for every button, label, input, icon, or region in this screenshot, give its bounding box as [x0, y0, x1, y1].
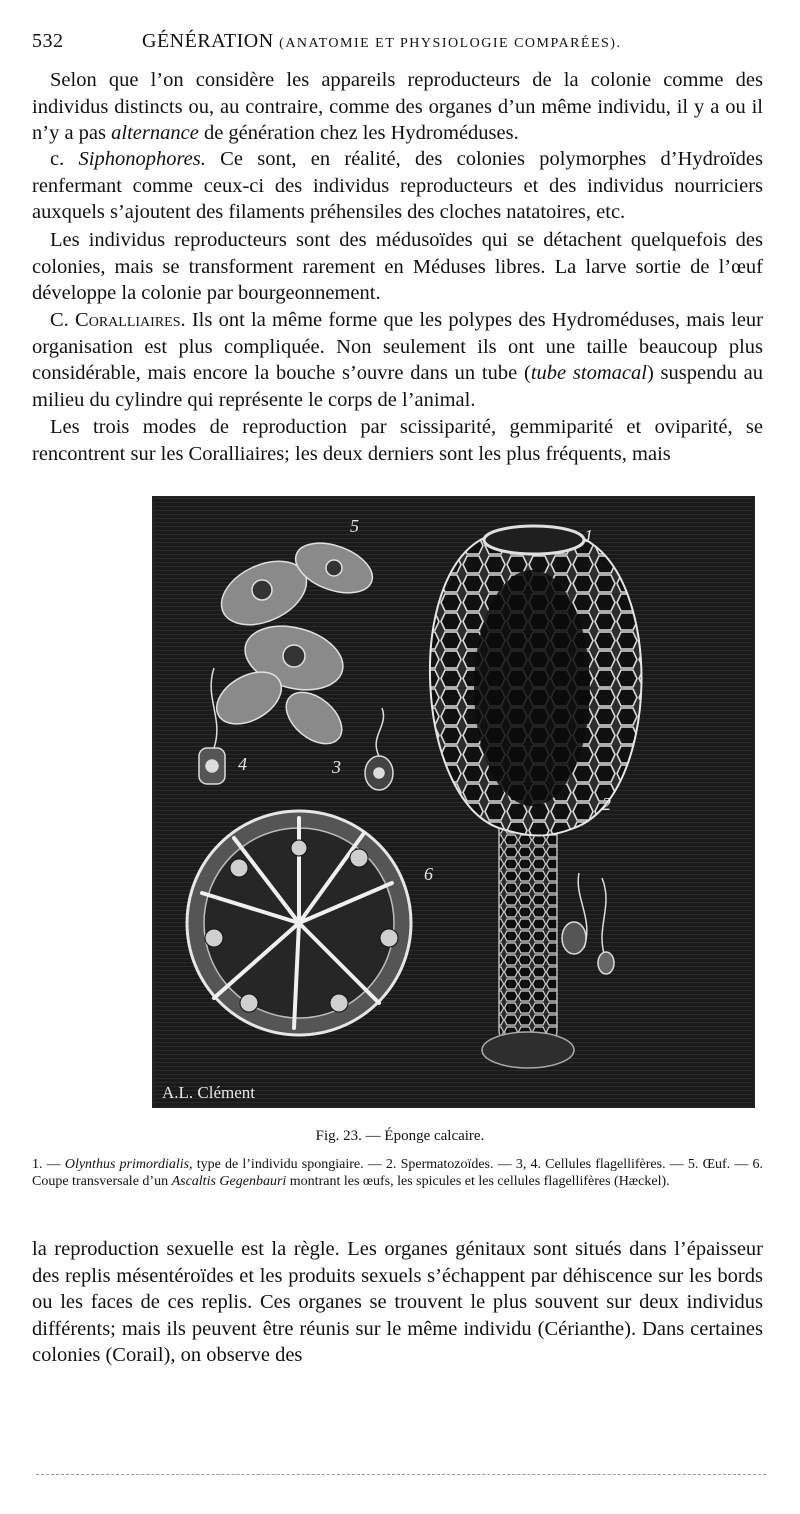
- paragraph-alternance: [32, 67, 763, 147]
- section-label: c.: [50, 148, 65, 170]
- species-name: Olynthus primordialis,: [64, 1157, 193, 1172]
- paragraph-coralliaires: [32, 307, 763, 413]
- paragraph-tail: de génération chez les Hydroméduses.: [203, 122, 519, 145]
- running-title-main: GÉNÉRATION: [142, 30, 274, 52]
- figure-label-4: 4: [238, 754, 247, 774]
- coupe-transversale-ascaltis: [187, 811, 411, 1035]
- section-label: C.: [50, 309, 69, 331]
- paragraph-text: Selon que l’on considère les appareils reproducteurs de la colonie comme des individus distincts ou, au contraire, comme des organes d’un même individu, il y a ou il n’y a pas: [32, 69, 763, 145]
- engraving-illustration: [154, 498, 753, 1106]
- species-name: Ascaltis Gegenbauri: [171, 1174, 287, 1189]
- paragraph-text: Ils ont la même forme que les polypes des Hydroméduses, mais leur organisation est plus compliquée. Non seulement ils ont une taille beaucoup plus considérable, mais encore la bouche s’ouvre dans un tube (: [32, 309, 764, 385]
- footer-rule: [36, 1474, 766, 1475]
- emphasis-term: alternance: [111, 122, 199, 145]
- paragraph-modes-reproduction: [32, 414, 763, 467]
- engraver-signature: A.L. Clément: [162, 1083, 256, 1102]
- page-number: 532: [32, 30, 64, 52]
- figure-label-2: 2: [602, 794, 611, 814]
- paragraph-text: Les trois modes de reproduction par scissiparité, gemmiparité et oviparité, se rencontrent sur les Coralliaires; les deux derniers sont les plus fréquents, mais: [32, 416, 763, 465]
- figure-label-6: 6: [424, 864, 433, 884]
- running-header: [32, 30, 772, 60]
- figure-label-5: 5: [350, 516, 359, 536]
- paragraph-text: Les individus reproducteurs sont des médusoïdes qui se détachent quelquefois des colonies, mais se transforment rarement en Méduses libres. La larve sortie de l’œuf développe la colonie par bourgeonnement.: [32, 229, 763, 305]
- figure-label-3: 3: [332, 757, 341, 777]
- running-title: [142, 30, 621, 53]
- legend-text: montrant les œufs, les spicules et les cellules flagellifères (Hæckel).: [289, 1174, 670, 1189]
- section-term: Coralliaires.: [75, 309, 186, 331]
- legend-text: type de l’individu spongiaire. — 2. Spermatozoïdes. — 3, 4. Cellules flagellifères. — 5. Œuf. — 6. Coupe transversale d’un: [32, 1157, 764, 1189]
- figure-legend: [32, 1156, 763, 1190]
- emphasis-term: tube stomacal: [530, 362, 647, 385]
- section-term: Siphonophores.: [78, 148, 206, 170]
- running-title-subtitle: (ANATOMIE ET PHYSIOLOGIE COMPARÉES).: [279, 36, 622, 51]
- paragraph-reproducteurs: [32, 227, 763, 307]
- paragraph-text: Ce sont, en réalité, des colonies polymorphes d’Hydroïdes renfermant comme ceux-ci des individus reproducteurs et des individus nourriciers auxquels s’ajoutent des filaments préhensiles des cloches natatoires, etc.: [32, 148, 764, 224]
- legend-number: 1. —: [32, 1157, 61, 1172]
- figure-title: Fig. 23. — Éponge calcaire.: [315, 1128, 485, 1144]
- paragraph-siphonophores: [32, 146, 763, 226]
- paragraph-reproduction-sexuelle: [32, 1236, 763, 1369]
- figure-label-1: 1: [584, 526, 593, 546]
- figure-eponge-calcaire: [152, 496, 755, 1108]
- paragraph-tail: ) suspendu au milieu du cylindre qui représente le corps de l’animal.: [32, 362, 763, 411]
- paragraph-text: la reproduction sexuelle est la règle. Les organes génitaux sont situés dans l’épaisseur des replis mésentéroïdes et les produits sexuels s’échappent par déhiscence sur les bords ou les faces de ces replis. Ces organes se trouvent le plus souvent sur deux individus différents; mais ils peuvent être réunis sur le même individu (Cérianthe). Dans certaines colonies (Corail), on observe des: [32, 1238, 763, 1367]
